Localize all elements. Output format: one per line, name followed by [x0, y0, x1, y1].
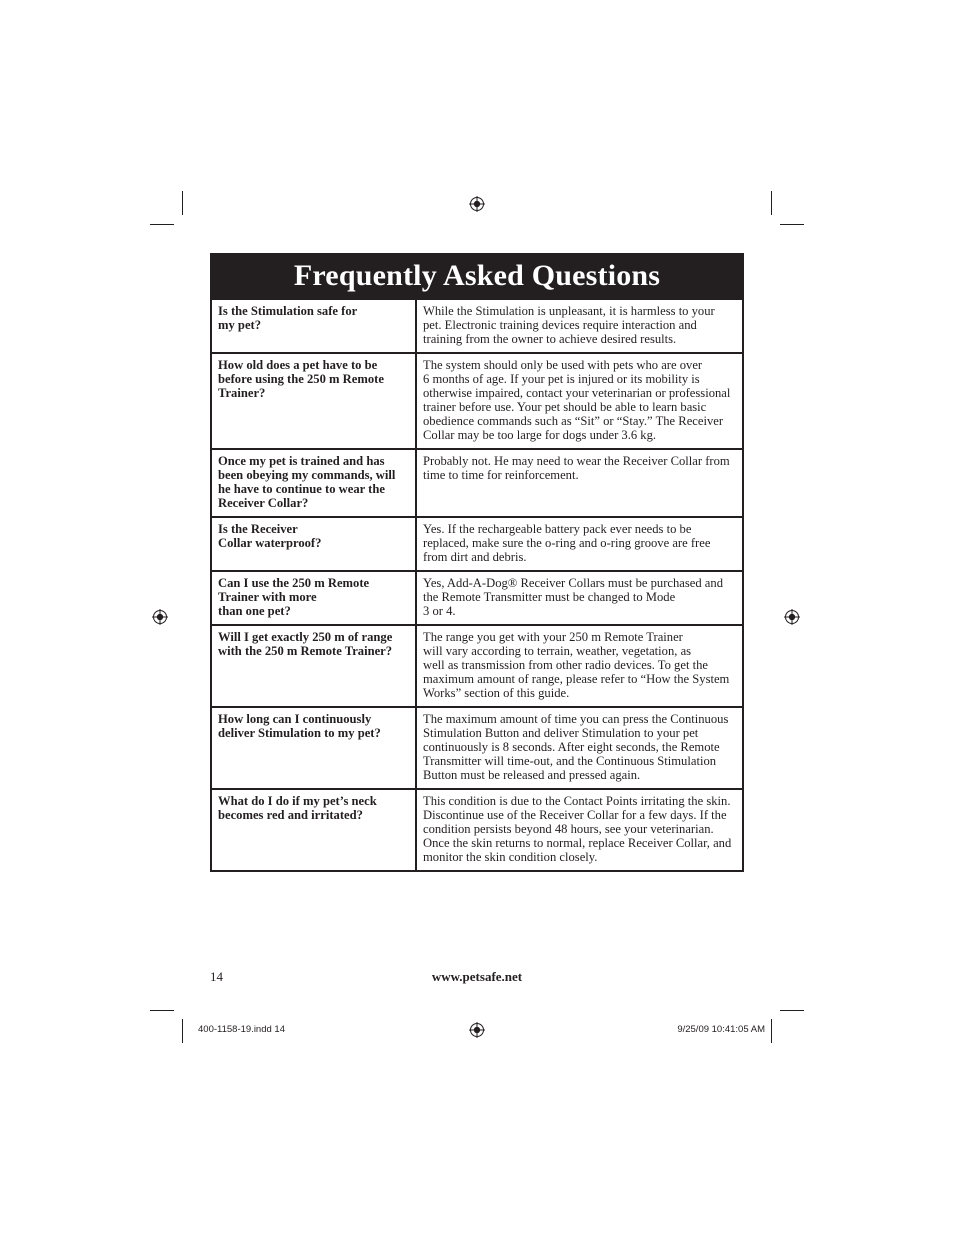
- faq-question: Can I use the 250 m Remote Trainer with more than one pet?: [212, 572, 417, 624]
- faq-row: [212, 448, 742, 516]
- faq-answer: This condition is due to the Contact Points irritating the skin. Discontinue use of the Receiver Collar for a few days. If the condition persists beyond 48 hours, see your veterinarian. Once the skin returns to normal, replace Receiver Collar, and monitor the skin condition closely.: [423, 794, 732, 864]
- crop-mark: [150, 1010, 174, 1011]
- faq-title: Frequently Asked Questions: [212, 255, 742, 298]
- faq-question: Is the Receiver Collar waterproof?: [212, 518, 417, 570]
- registration-mark-icon: [469, 1022, 485, 1038]
- faq-answer: Yes, Add-A-Dog® Receiver Collars must be purchased and the Remote Transmitter must be changed to Mode 3 or 4.: [423, 576, 723, 618]
- faq-row: [212, 516, 742, 570]
- faq-row: [212, 570, 742, 624]
- crop-mark: [182, 1019, 183, 1043]
- faq-answer: The maximum amount of time you can press the Continuous Stimulation Button and deliver Stimulation to your pet continuously is 8 seconds. After eight seconds, the Remote Transmitter will time-out, and the Continuous Stimulation Button must be released and pressed again.: [423, 712, 729, 782]
- slug-file: 400-1158-19.indd 14: [198, 1024, 285, 1035]
- faq-question: What do I do if my pet’s neck becomes red and irritated?: [212, 790, 417, 870]
- faq-question: How old does a pet have to be before using the 250 m Remote Trainer?: [212, 354, 417, 448]
- crop-mark: [780, 1010, 804, 1011]
- page-number: 14: [210, 969, 223, 984]
- faq-question: Once my pet is trained and has been obeying my commands, will he have to continue to wear the Receiver Collar?: [212, 450, 417, 516]
- registration-mark-icon: [784, 609, 800, 625]
- crop-mark: [780, 224, 804, 225]
- registration-mark-icon: [152, 609, 168, 625]
- faq-answer: While the Stimulation is unpleasant, it is harmless to your pet. Electronic training devices require interaction and training from the owner to achieve desired results.: [423, 304, 715, 346]
- crop-mark: [771, 1019, 772, 1043]
- faq-row: [212, 788, 742, 870]
- faq-answer: The system should only be used with pets who are over 6 months of age. If your pet is injured or its mobility is otherwise impaired, contact your veterinarian or professional trainer before use. Your pet should be able to learn basic obedience commands such as “Sit” or “Stay.” The Receiver Collar may be too large for dogs under 3.6 kg.: [423, 358, 731, 442]
- faq-answer: Yes. If the rechargeable battery pack ever needs to be replaced, make sure the o-ring and o-ring groove are free from dirt and debris.: [423, 522, 711, 564]
- faq-question: Is the Stimulation safe for my pet?: [212, 300, 417, 352]
- registration-mark-icon: [469, 196, 485, 212]
- faq-answer: The range you get with your 250 m Remote Trainer will vary according to terrain, weather, vegetation, as well as transmission from other radio devices. To get the maximum amount of range, please refer to “How the System Works” section of this guide.: [423, 630, 730, 700]
- faq-row: [212, 624, 742, 706]
- faq-table: [210, 253, 744, 872]
- slug-timestamp: 9/25/09 10:41:05 AM: [677, 1024, 765, 1035]
- crop-mark: [182, 191, 183, 215]
- faq-row: [212, 298, 742, 352]
- faq-row: [212, 706, 742, 788]
- faq-question: How long can I continuously deliver Stimulation to my pet?: [212, 708, 417, 788]
- crop-mark: [150, 224, 174, 225]
- footer-url: www.petsafe.net: [431, 969, 523, 984]
- faq-answer: Probably not. He may need to wear the Receiver Collar from time to time for reinforcement.: [423, 454, 730, 482]
- faq-question: Will I get exactly 250 m of range with the 250 m Remote Trainer?: [212, 626, 417, 706]
- faq-rows: [212, 298, 742, 870]
- crop-mark: [771, 191, 772, 215]
- faq-row: [212, 352, 742, 448]
